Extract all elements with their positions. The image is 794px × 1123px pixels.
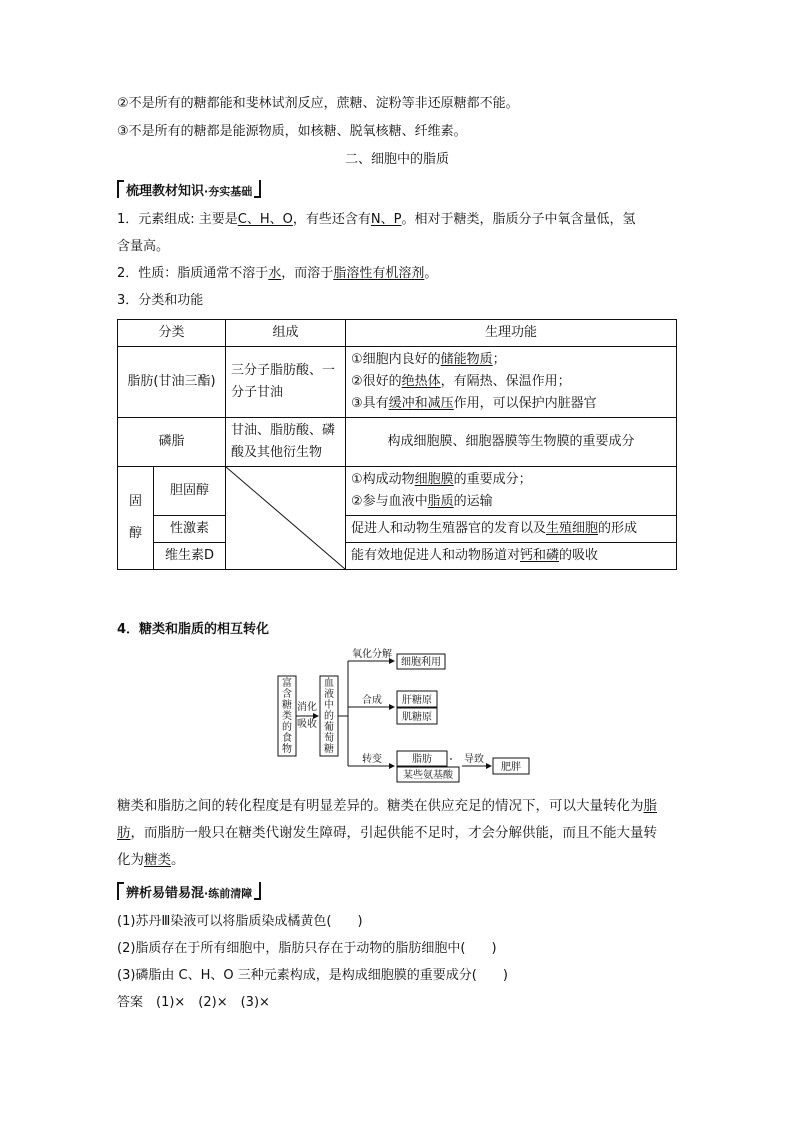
text: 三分子脂肪酸、一	[231, 363, 336, 378]
fat-func-2	[351, 371, 671, 393]
text: 1．元素组成: 主要是	[117, 212, 238, 227]
para-conversion-line2	[117, 823, 657, 843]
cell-chol-name: 胆固醇	[154, 467, 226, 516]
text: ；	[492, 352, 506, 367]
synth-label: 合成	[362, 695, 382, 706]
underline-answer: 糖类	[144, 852, 171, 868]
underline-answer: 钙和磷	[520, 548, 560, 563]
chol-func-1	[351, 469, 671, 491]
text: ①构成动物	[351, 472, 415, 487]
text: 分子甘油	[231, 385, 284, 400]
cell-sterol	[118, 467, 154, 570]
diagonal-line	[226, 467, 345, 569]
intro-line-3: ③不是所有的糖都是能源物质，如核糖、脱氧核糖、纤维素。	[117, 124, 467, 139]
box-food	[278, 676, 296, 756]
underline-answer: N、P	[370, 212, 402, 227]
text: ②参与血液中	[351, 494, 428, 509]
text: ③具有	[351, 396, 389, 411]
oxidize-label: 氧化分解	[352, 649, 392, 660]
text: ，而脂肪一般只在糖类代谢发生障碍，引起供能不足时，才会分解供能，而且不能大量转	[130, 825, 657, 841]
bracket-left	[117, 180, 124, 198]
underline-answer: 绝热体	[401, 374, 441, 389]
heading-discrimination-main: 辨析易错易混	[126, 886, 205, 901]
obese-label: 肥胖	[501, 762, 521, 773]
cell-sex-func	[346, 516, 677, 543]
th-class: 分类	[118, 320, 226, 347]
text: ①细胞内良好的	[351, 352, 441, 367]
text: 醇	[128, 526, 142, 541]
amino-label: 某些氨基酸	[403, 770, 453, 781]
th-func: 生理功能	[346, 320, 677, 347]
para-conversion-line3	[117, 850, 185, 870]
underline-answer: 生殖细胞	[546, 521, 599, 536]
text: 酸及其他衍生物	[231, 445, 323, 460]
cell-fat-comp	[226, 347, 346, 418]
liver-label: 肝糖原	[402, 695, 432, 706]
cell-vd-name: 维生素D	[154, 543, 226, 570]
underline-answer: 细胞膜	[414, 472, 454, 487]
text: 的吸收	[559, 548, 599, 563]
underline-answer: 水	[268, 266, 282, 281]
cause-label: 导致	[464, 754, 484, 765]
box-fat	[397, 751, 447, 766]
para-classification-title: 3．分类和功能	[117, 293, 204, 308]
underline-answer: 缓冲和减压	[388, 396, 454, 411]
question-3: (3)磷脂由 C、H、O 三种元素构成，是构成细胞膜的重要成分( )	[117, 968, 508, 983]
cell-fat-func	[346, 347, 677, 418]
box-obese	[493, 758, 529, 774]
text: ，有些还含有	[292, 212, 371, 227]
underline-answer: 肪	[117, 825, 131, 841]
para-element-line1	[117, 210, 636, 230]
blood-label: 血液中的葡萄糖	[324, 678, 334, 755]
text: 作用，可以保护内脏器官	[453, 396, 597, 411]
box-muscle-glycogen	[397, 708, 437, 724]
fat-func-1	[351, 349, 671, 371]
underline-answer: C、H、O	[237, 212, 293, 227]
table-row-phospholipid	[118, 418, 677, 467]
para-element-line2: 含量高。	[117, 239, 170, 254]
text: 。	[171, 852, 185, 868]
text: 2．性质：脂质通常不溶于	[117, 266, 269, 281]
th-comp: 组成	[226, 320, 346, 347]
para-conversion-line1	[117, 796, 657, 816]
cell-phos-name: 磷脂	[118, 418, 226, 467]
answer-line: 答案 (1)× (2)× (3)×	[117, 995, 270, 1010]
heading-discrimination	[117, 882, 261, 904]
table-row-fat	[118, 347, 677, 418]
text: ②很好的	[351, 374, 402, 389]
para-property	[117, 264, 437, 284]
bracket-right	[254, 882, 261, 900]
heading-knowledge-sub: ·夯实基础	[204, 185, 253, 198]
text: 糖类和脂肪之间的转化程度是有明显差异的。糖类在供应充足的情况下，可以大量转化为	[117, 798, 644, 814]
box-liver-glycogen	[397, 691, 437, 707]
text: 。相对于糖类，脂质分子中氧含量低，氢	[401, 212, 636, 227]
absorb-label: 吸收	[297, 719, 317, 730]
underline-answer: 储能物质	[440, 352, 493, 367]
muscle-label: 肌糖原	[402, 712, 432, 723]
underline-answer: 脂溶性有机溶剂	[333, 266, 425, 281]
heading-knowledge-main: 梳理教材知识	[126, 184, 205, 199]
fat-label: 脂肪	[412, 754, 432, 765]
table-row-sex-hormone	[118, 516, 677, 543]
bracket-left	[117, 882, 124, 900]
table-header-row	[118, 320, 677, 347]
para-conversion-title: 4．糖类和脂质的相互转化	[117, 622, 270, 637]
text: 能有效地促进人和动物肠道对	[351, 548, 521, 563]
food-label: 富含糖类的食物	[282, 678, 292, 755]
digest-label: 消化	[297, 702, 317, 713]
box-amino-acids	[397, 767, 459, 782]
cell-chol-func	[346, 467, 677, 516]
chol-func-2	[351, 491, 671, 513]
text: 促进人和动物生殖器官的发育以及	[351, 521, 547, 536]
lipid-table	[117, 319, 677, 570]
text: 。	[424, 266, 438, 281]
underline-answer: 脂	[643, 798, 657, 814]
convert-label: 转变	[362, 754, 382, 765]
text: ，而溶于	[281, 266, 334, 281]
box-cell-use	[397, 654, 445, 669]
cell-fat-name: 脂肪(甘油三酯)	[118, 347, 226, 418]
cell-vd-func	[346, 543, 677, 570]
question-1: (1)苏丹Ⅲ染液可以将脂质染成橘黄色( )	[117, 914, 363, 929]
question-2: (2)脂质存在于所有细胞中，脂肪只存在于动物的脂肪细胞中( )	[117, 941, 497, 956]
heading-knowledge	[117, 180, 261, 202]
text: 化为	[117, 852, 144, 868]
text: 固	[128, 494, 142, 509]
text: ，有隔热、保温作用；	[440, 374, 571, 389]
text: 的形成	[598, 521, 638, 536]
fat-func-3	[351, 393, 671, 415]
cell-sex-name: 性激素	[154, 516, 226, 543]
table-row-cholesterol	[118, 467, 677, 516]
table-row-vitamin-d	[118, 543, 677, 570]
bracket-right	[254, 180, 261, 198]
intro-line-2: ②不是所有的糖都能和斐林试剂反应，蔗糖、淀粉等非还原糖都不能。	[117, 96, 519, 111]
cell-use-label: 细胞利用	[401, 657, 441, 668]
cell-phos-comp	[226, 418, 346, 467]
section-title: 二、细胞中的脂质	[344, 152, 449, 167]
text: 的重要成分；	[453, 472, 532, 487]
box-blood-glucose	[320, 676, 338, 756]
cell-diagonal	[226, 467, 346, 570]
text: 的运输	[453, 494, 493, 509]
underline-answer: 脂质	[427, 494, 454, 509]
cell-phos-func: 构成细胞膜、细胞器膜等生物膜的重要成分	[346, 418, 677, 467]
text: 甘油、脂肪酸、磷	[231, 423, 336, 438]
heading-discrimination-sub: ·练前清障	[204, 887, 253, 900]
